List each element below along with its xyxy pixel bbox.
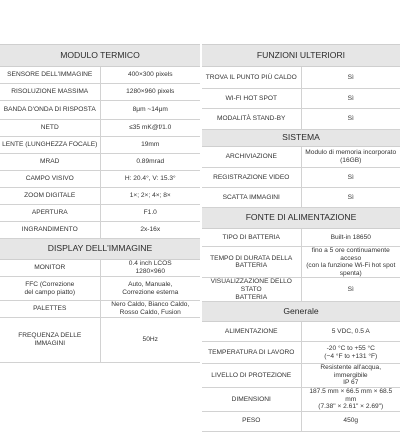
spec-row xyxy=(202,89,400,109)
spec-label-text: MONITOR xyxy=(34,264,66,272)
section-header-fonte-di-alimentazione xyxy=(202,208,400,229)
spec-label xyxy=(0,84,100,101)
spec-label xyxy=(0,171,100,188)
spec-value xyxy=(100,137,200,154)
spec-label xyxy=(202,168,301,188)
spec-value xyxy=(100,171,200,188)
spec-label xyxy=(0,67,100,84)
spec-label-text: ALIMENTAZIONE xyxy=(224,327,278,335)
spec-label-text: INGRANDIMENTO xyxy=(21,226,78,234)
spec-label-text: REGISTRAZIONE VIDEO xyxy=(213,173,290,181)
spec-label xyxy=(0,205,100,222)
spec-label-text: APERTURA xyxy=(31,209,68,217)
spec-label-text: MRAD xyxy=(40,158,60,166)
right-spec-column xyxy=(202,44,400,432)
spec-label-text: MODALITÀ STAND-BY xyxy=(217,115,286,123)
spec-label xyxy=(202,322,301,342)
spec-label-text: PESO xyxy=(242,417,261,425)
spec-value xyxy=(100,120,200,137)
spec-row xyxy=(202,147,400,168)
spec-value-text: 8μm ~14μm xyxy=(132,106,168,114)
spec-value-text: 400×300 pixels xyxy=(127,71,173,79)
spec-value-text: 5 VDC, 0.5 A xyxy=(331,327,370,335)
section-header-funzioni-ulteriori xyxy=(202,45,400,67)
spec-label xyxy=(0,301,100,318)
spec-label-text: NETD xyxy=(40,124,59,132)
spec-label xyxy=(0,260,100,277)
spec-label-text: PALETTES xyxy=(33,305,67,313)
spec-value-text: Built-in 18650 xyxy=(330,233,371,241)
spec-value-text: 187.5 mm × 66.5 mm × 68.5 mm (7.38" × 2.61" × 2.69") xyxy=(309,387,393,411)
spec-value xyxy=(301,411,400,431)
spec-value xyxy=(301,247,400,278)
spec-row xyxy=(202,229,400,247)
spec-value-text: Sì xyxy=(347,94,354,102)
spec-value xyxy=(301,278,400,302)
section-header-sistema xyxy=(202,130,400,147)
spec-value xyxy=(100,260,200,277)
section-title-text: Generale xyxy=(283,305,319,316)
spec-value xyxy=(301,168,400,188)
spec-label xyxy=(202,387,301,411)
spec-label xyxy=(202,89,301,109)
spec-label-text: TEMPERATURA DI LAVORO xyxy=(208,348,295,356)
spec-value-text: Sì xyxy=(347,115,354,123)
spec-label xyxy=(0,222,100,239)
spec-row xyxy=(202,364,400,388)
spec-value xyxy=(100,67,200,84)
spec-value-text: fino a 5 ore continuamente acceso (con la funzione Wi-Fi hot spot spenta) xyxy=(306,247,396,277)
spec-label xyxy=(0,101,100,120)
right-spec-table xyxy=(202,44,400,432)
spec-label-text: FREQUENZA DELLE IMMAGINI xyxy=(18,332,82,347)
spec-value xyxy=(100,301,200,318)
spec-value xyxy=(100,318,200,363)
spec-label-text: LENTE (LUNGHEZZA FOCALE) xyxy=(2,141,98,149)
spec-value-text: 0.4 inch LCOS 1280×960 xyxy=(128,260,172,275)
section-header-generale xyxy=(202,302,400,322)
spec-row xyxy=(0,318,200,363)
spec-value xyxy=(100,154,200,171)
spec-label-text: RISOLUZIONE MASSIMA xyxy=(11,88,89,96)
section-title xyxy=(0,239,200,260)
spec-value xyxy=(301,67,400,89)
spec-label-text: TIPO DI BATTERIA xyxy=(222,233,280,241)
spec-value-text: 450g xyxy=(343,417,359,425)
left-spec-table xyxy=(0,44,200,363)
spec-label-text: TROVA IL PUNTO PIÙ CALDO xyxy=(205,73,297,81)
spec-label-text: FFC (Correzione del campo piatto) xyxy=(24,280,76,296)
spec-row xyxy=(0,67,200,84)
spec-row xyxy=(0,171,200,188)
spec-row xyxy=(0,188,200,205)
spec-value-text: Sì xyxy=(347,73,354,81)
spec-row xyxy=(0,154,200,171)
section-title-text: FONTE DI ALIMENTAZIONE xyxy=(245,212,357,223)
spec-label-text: VISUALIZZAZIONE DELLO STATO BATTERIA xyxy=(210,278,292,301)
spec-value xyxy=(301,342,400,364)
spec-row xyxy=(202,188,400,208)
spec-label xyxy=(0,137,100,154)
spec-label-text: WI-FI HOT SPOT xyxy=(225,94,278,102)
spec-value xyxy=(100,188,200,205)
spec-label xyxy=(0,120,100,137)
spec-row xyxy=(202,322,400,342)
spec-row xyxy=(0,101,200,120)
spec-label xyxy=(202,278,301,302)
spec-row xyxy=(202,411,400,431)
spec-row xyxy=(0,277,200,301)
spec-value-text: 19mm xyxy=(141,141,160,149)
spec-label-text: SENSORE DELL'IMMAGINE xyxy=(7,71,93,79)
section-title-text: DISPLAY DELL'IMMAGINE xyxy=(47,243,153,254)
section-title xyxy=(0,45,200,67)
spec-value xyxy=(301,387,400,411)
section-title-text: FUNZIONI ULTERIORI xyxy=(256,49,346,60)
spec-label-text: DIMENSIONI xyxy=(231,395,271,403)
spec-row xyxy=(0,222,200,239)
spec-label xyxy=(202,229,301,247)
spec-label xyxy=(202,147,301,168)
section-title xyxy=(202,208,400,229)
spec-value xyxy=(100,101,200,120)
spec-label xyxy=(202,188,301,208)
spec-value-text: Sì xyxy=(347,285,354,293)
spec-value-text: H: 20.4°, V: 15.3° xyxy=(124,175,176,183)
spec-label xyxy=(202,364,301,388)
spec-label xyxy=(202,411,301,431)
spec-value-text: Nero Caldo, Bianco Caldo, Rosso Caldo, Fusion xyxy=(111,301,190,316)
spec-label xyxy=(202,67,301,89)
spec-row xyxy=(202,109,400,130)
spec-row xyxy=(0,205,200,222)
spec-value xyxy=(100,277,200,301)
spec-value xyxy=(301,147,400,168)
spec-row xyxy=(202,278,400,302)
section-title xyxy=(202,130,400,147)
left-spec-column xyxy=(0,44,200,363)
spec-row xyxy=(0,301,200,318)
spec-label-text: TEMPO DI DURATA DELLA BATTERIA xyxy=(210,254,293,270)
spec-value xyxy=(301,364,400,388)
section-title xyxy=(202,45,400,67)
spec-label-text: SCATTA IMMAGINI xyxy=(222,193,280,201)
spec-value-text: ≤35 mK@f/1.0 xyxy=(129,124,172,132)
spec-row xyxy=(0,84,200,101)
section-header-modulo-termico xyxy=(0,45,200,67)
spec-value xyxy=(301,229,400,247)
spec-value xyxy=(100,222,200,239)
spec-value-text: -20 °C to +55 °C (−4 °F to +131 °F) xyxy=(324,345,378,360)
section-header-display-dell-immagine xyxy=(0,239,200,260)
spec-row xyxy=(0,260,200,277)
spec-value-text: F1.0 xyxy=(143,209,157,217)
spec-value-text: 0.89mrad xyxy=(136,158,165,166)
spec-row xyxy=(202,247,400,278)
spec-label-text: LIVELLO DI PROTEZIONE xyxy=(211,371,292,379)
spec-value-text: 1280×960 pixels xyxy=(126,88,175,96)
spec-label-text: ARCHIVIAZIONE xyxy=(225,153,277,161)
spec-label xyxy=(202,109,301,130)
spec-label-text: ZOOM DIGITALE xyxy=(24,192,76,200)
spec-value-text: Auto, Manuale, Correzione esterna xyxy=(122,280,179,296)
section-title-text: MODULO TERMICO xyxy=(60,49,140,60)
spec-label xyxy=(0,188,100,205)
spec-value xyxy=(301,322,400,342)
spec-value-text: 50Hz xyxy=(142,336,158,344)
spec-row xyxy=(202,342,400,364)
spec-label xyxy=(0,277,100,301)
spec-value xyxy=(301,89,400,109)
spec-label xyxy=(0,318,100,363)
spec-label xyxy=(202,342,301,364)
spec-value-text: Resistente all'acqua, immergibile IP 67 xyxy=(320,364,382,387)
spec-label xyxy=(0,154,100,171)
spec-row xyxy=(202,67,400,89)
spec-value-text: 1×; 2×; 4×; 8× xyxy=(129,192,171,200)
spec-value-text: Sì xyxy=(347,173,354,181)
section-title-text: SISTEMA xyxy=(282,132,320,143)
spec-value-text: 2x-16x xyxy=(140,226,161,234)
spec-row xyxy=(202,168,400,188)
spec-label xyxy=(202,247,301,278)
spec-row xyxy=(0,120,200,137)
spec-label-text: BANDA D'ONDA DI RISPOSTA xyxy=(3,106,96,114)
spec-row xyxy=(0,137,200,154)
spec-label-text: CAMPO VISIVO xyxy=(25,175,74,183)
spec-value xyxy=(301,109,400,130)
spec-value xyxy=(100,205,200,222)
spec-value-text: Modulo di memoria incorporato (16GB) xyxy=(305,149,397,164)
spec-value xyxy=(301,188,400,208)
spec-value xyxy=(100,84,200,101)
spec-value-text: Sì xyxy=(347,193,354,201)
spec-row xyxy=(202,387,400,411)
section-title xyxy=(202,302,400,322)
